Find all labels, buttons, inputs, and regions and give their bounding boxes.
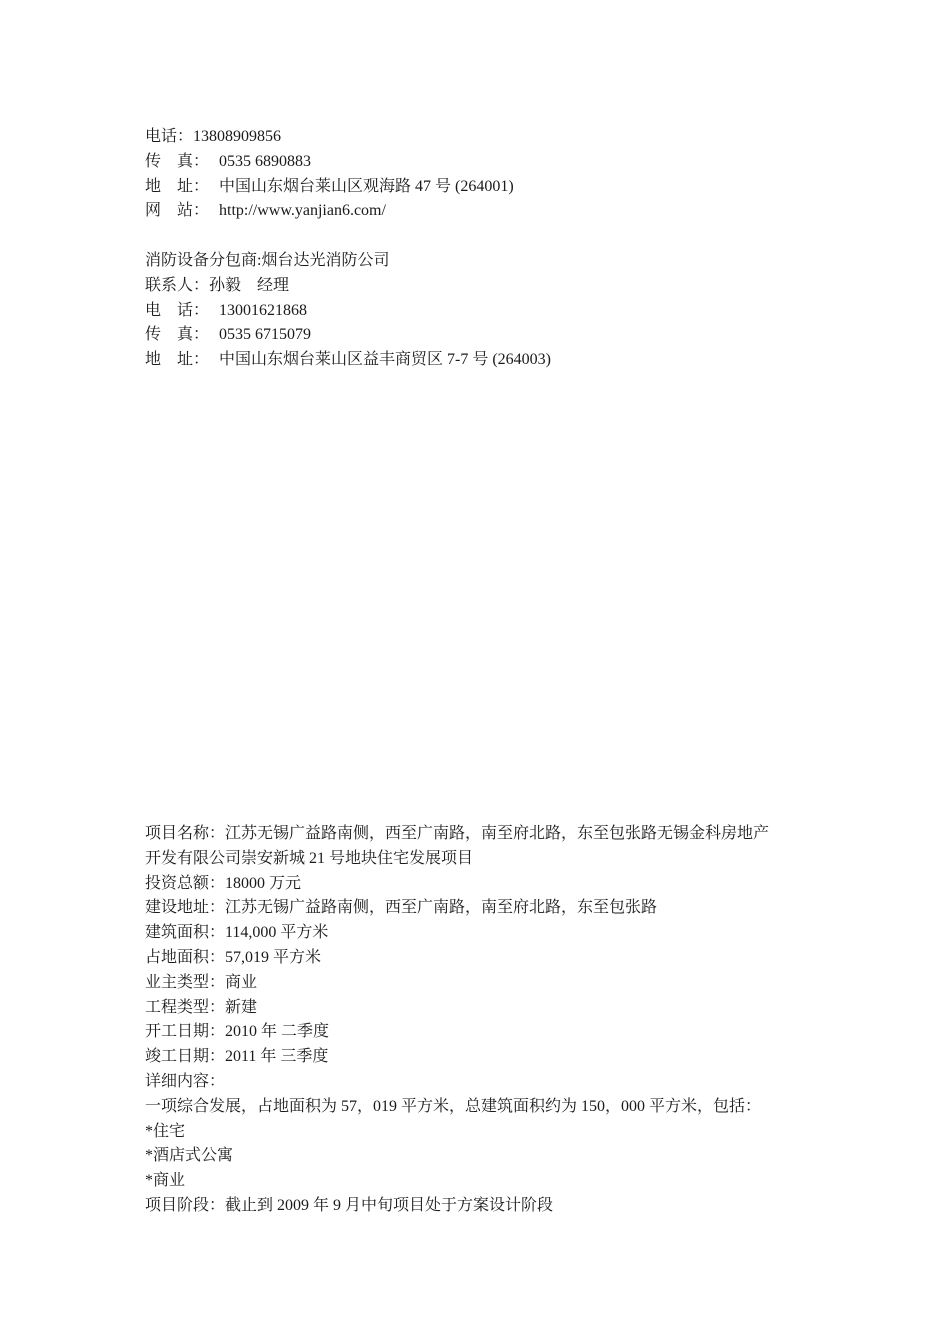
contact1-fax-line [145, 150, 825, 175]
contact1-phone-label: 电话： [145, 128, 194, 145]
project-building-area: 建筑面积：114,000 平方米 [145, 924, 329, 942]
contact2-address-value: 中国山东烟台莱山区益丰商贸区 7-7 号 (264003) [219, 351, 551, 369]
contact2-fax-line [145, 323, 825, 348]
project-section [145, 822, 825, 1219]
contact2-fax-label: 传 真： [145, 326, 210, 344]
contact1-phone-value: 13808909856 [193, 128, 282, 145]
contact2-person-value: 孙毅 经理 [209, 276, 290, 294]
contact2-title: 消防设备分包商:烟台达光消防公司 [145, 251, 390, 269]
project-name-line-1: 项目名称：江苏无锡广益路南侧，西至广南路，南至府北路，东至包张路无锡金科房地产 [145, 825, 770, 842]
spacer [145, 224, 825, 249]
contact1-address-line [145, 175, 825, 200]
project-stage: 项目阶段：截止到 2009 年 9 月中旬项目处于方案设计阶段 [145, 1196, 554, 1214]
contact1-website-label: 网 站： [145, 202, 210, 220]
contact2-person-line [145, 274, 825, 299]
project-type: 工程类型：新建 [145, 998, 258, 1016]
contact1-address-value: 中国山东烟台莱山区观海路 47 号 (264001) [219, 177, 514, 195]
contact2-phone-value: 13001621868 [219, 301, 307, 319]
contact2-fax-value: 0535 6715079 [219, 326, 311, 344]
contact2-phone-label: 电 话： [145, 301, 210, 319]
project-start-date: 开工日期：2010 年 二季度 [145, 1023, 330, 1041]
contact1-phone-line [145, 125, 825, 150]
contact2-address-line [145, 348, 825, 373]
contact1-website-value: http://www.yanjian6.com/ [219, 202, 386, 220]
project-owner-type: 业主类型：商业 [145, 973, 258, 991]
contact1-address-label: 地 址： [145, 177, 210, 195]
contact2-address-label: 地 址： [145, 351, 210, 369]
project-item-serviced-apartment: *酒店式公寓 [145, 1147, 234, 1165]
project-item-commercial: *商业 [145, 1172, 186, 1190]
contact1-website-line [145, 199, 825, 224]
project-land-area: 占地面积：57,019 平方米 [145, 948, 322, 966]
contact-section [145, 125, 825, 373]
project-details-label: 详细内容： [145, 1072, 226, 1090]
project-location: 建设地址：江苏无锡广益路南侧，西至广南路，南至府北路，东至包张路 [145, 899, 658, 917]
project-end-date: 竣工日期：2011 年 三季度 [145, 1048, 329, 1066]
contact2-phone-line [145, 299, 825, 324]
project-item-residential: *住宅 [145, 1122, 186, 1140]
project-details: 一项综合发展，占地面积为 57，019 平方米，总建筑面积约为 150，000 平方米，包括： [145, 1097, 762, 1115]
contact1-fax-label: 传 真： [145, 152, 210, 170]
contact1-fax-value: 0535 6890883 [219, 152, 311, 170]
project-investment: 投资总额：18000 万元 [145, 874, 302, 892]
contact2-person-label: 联系人： [145, 276, 210, 294]
project-name-line-2: 开发有限公司崇安新城 21 号地块住宅发展项目 [145, 849, 474, 867]
